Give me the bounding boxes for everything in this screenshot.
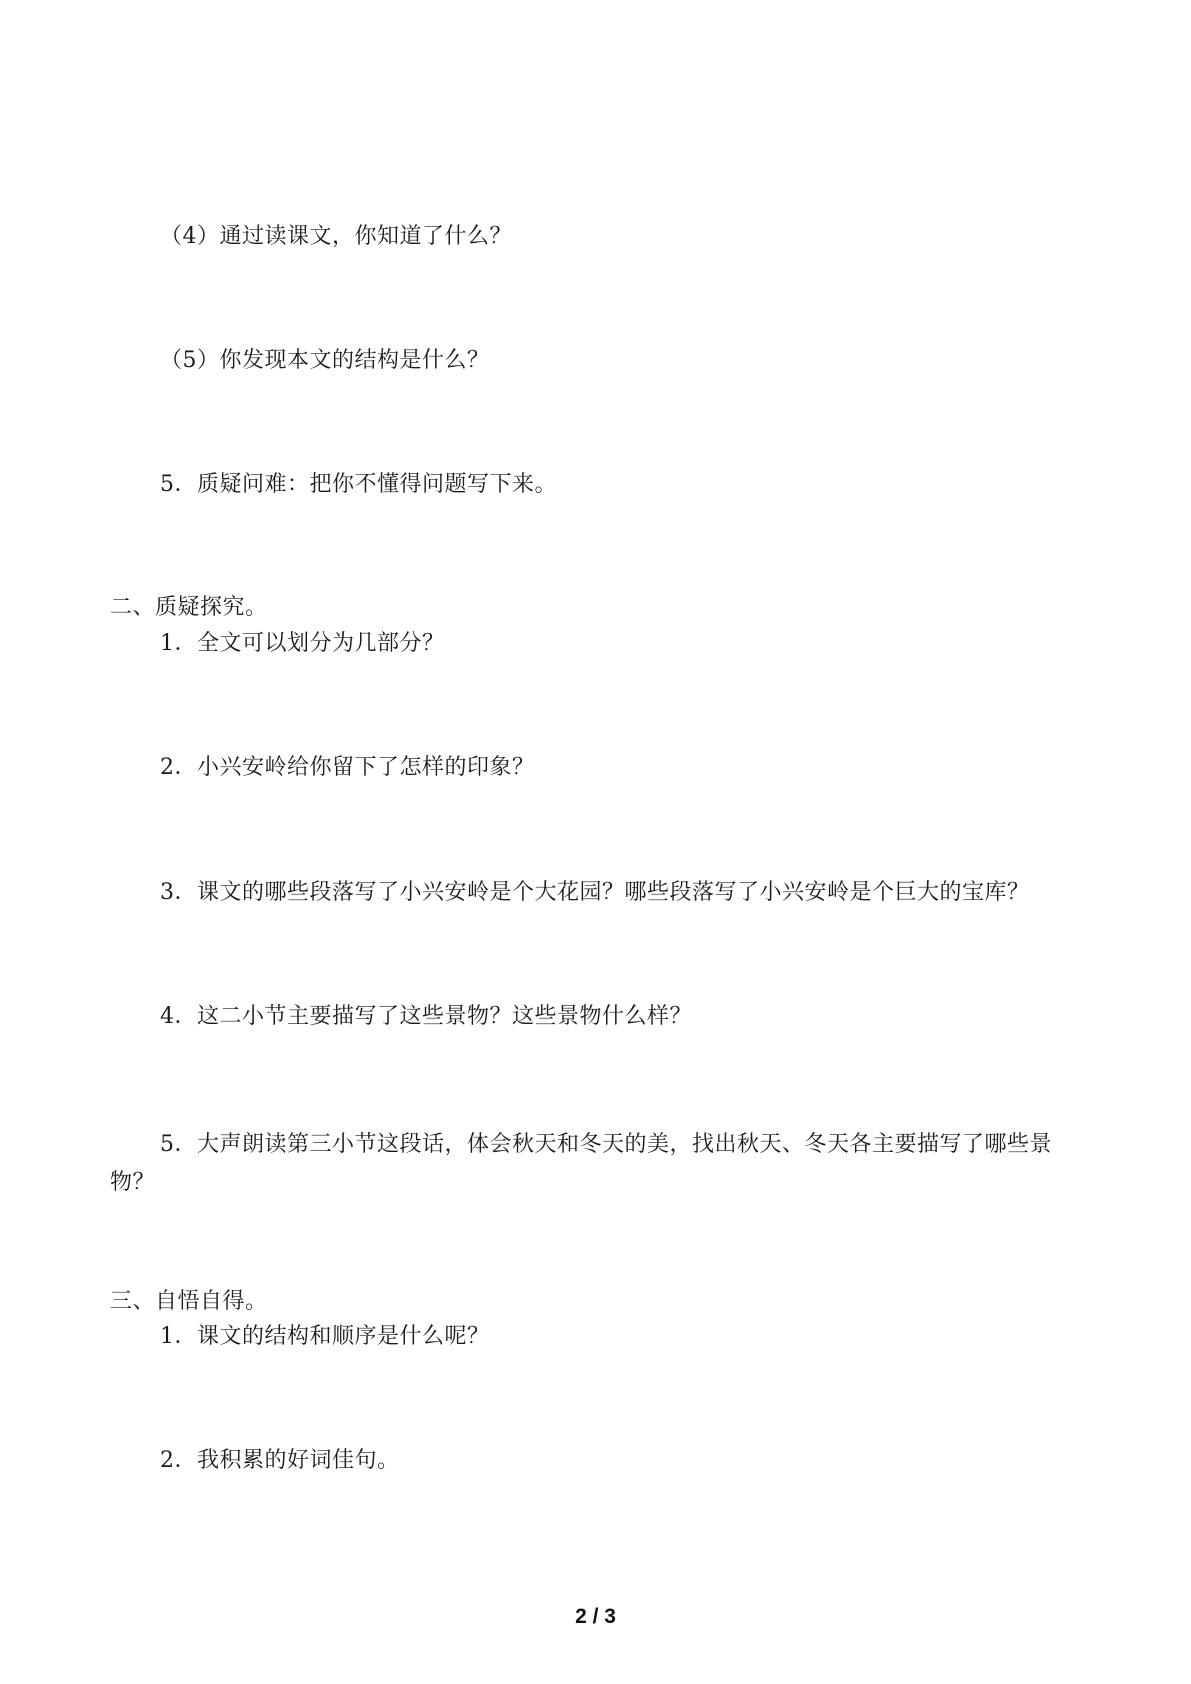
section-2-heading: 二、质疑探究。 xyxy=(110,595,268,620)
section-2-item-4: 4．这二小节主要描写了这些景物？这些景物什么样？ xyxy=(160,1004,692,1029)
section-3-item-1: 1．课文的结构和顺序是什么呢？ xyxy=(160,1324,490,1349)
section-3-heading: 三、自悟自得。 xyxy=(110,1289,268,1314)
page-number: 2 / 3 xyxy=(575,1605,616,1628)
section-3-item-2: 2．我积累的好词佳句。 xyxy=(160,1448,400,1473)
section-2-item-5: 5．大声朗读第三小节这段话，体会秋天和冬天的美，找出秋天、冬天各主要描写了哪些景物？ xyxy=(110,1132,1053,1195)
section-2-item-3: 3．课文的哪些段落写了小兴安岭是个大花园？哪些段落写了小兴安岭是个巨大的宝库？ xyxy=(160,880,1030,905)
item-5-questions: 5．质疑问难：把你不懂得问题写下来。 xyxy=(160,472,557,497)
question-4: （4）通过读课文，你知道了什么？ xyxy=(160,224,512,249)
section-2-item-2: 2．小兴安岭给你留下了怎样的印象？ xyxy=(160,755,535,780)
section-2-item-1: 1．全文可以划分为几部分？ xyxy=(160,631,445,656)
question-5: （5）你发现本文的结构是什么？ xyxy=(160,348,490,373)
